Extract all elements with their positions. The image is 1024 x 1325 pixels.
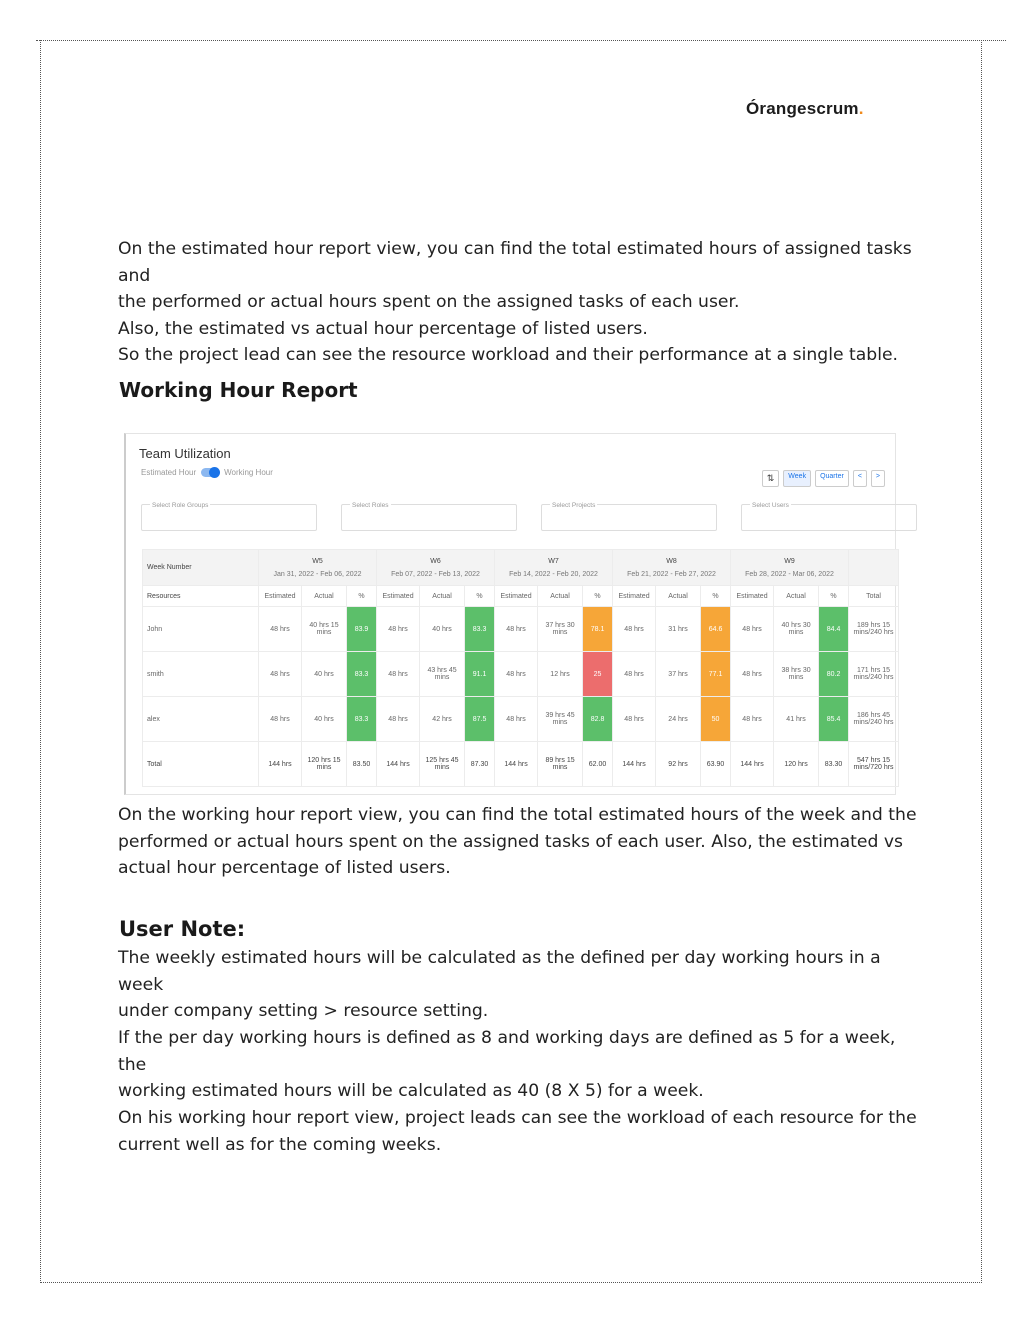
filter-label: Select Projects [552,502,596,509]
actual-cell: 120 hrs [774,742,819,787]
actual-cell: 120 hrs 15 mins [302,742,347,787]
week-range: Feb 21, 2022 - Feb 27, 2022 [627,570,716,578]
percent-header: % [583,586,613,607]
body-line: On the working hour report view, you can find the total estimated hours of the week and the [118,805,917,825]
resource-name: alex [143,697,259,742]
roles-select[interactable] [341,504,517,531]
actual-cell: 24 hrs [656,697,701,742]
estimated-cell: 48 hrs [259,697,302,742]
period-controls [762,470,885,487]
orangescrum-logo [746,99,864,119]
week-range: Jan 31, 2022 - Feb 06, 2022 [273,570,362,578]
week-header-w7 [495,550,613,586]
percent-cell: 91.1 [465,652,495,697]
user-note-heading: User Note: [119,917,246,941]
toggle-right-label: Working Hour [224,468,273,477]
estimated-cell: 144 hrs [377,742,420,787]
percent-header: % [701,586,731,607]
body-line: performed or actual hours spent on the assigned tasks of each user. Also, the estimated vs [118,831,903,852]
week-header-row [143,550,899,586]
percent-cell: 83.3 [347,697,377,742]
percent-cell: 63.90 [701,742,731,787]
week-number-header: Week Number [143,550,259,586]
estimated-cell: 48 hrs [731,607,774,652]
estimated-header: Estimated [377,586,420,607]
estimated-header: Estimated [259,586,302,607]
percent-header: % [465,586,495,607]
estimated-cell: 144 hrs [731,742,774,787]
percent-header: % [819,586,849,607]
body-line: The weekly estimated hours will be calculated as the defined per day working hours in a week [118,948,881,995]
resources-header: Resources [143,586,259,607]
estimated-header: Estimated [613,586,656,607]
table-row [143,697,899,742]
week-name: W8 [666,557,677,565]
estimated-cell: 48 hrs [613,697,656,742]
resource-name: John [143,607,259,652]
estimated-header: Estimated [731,586,774,607]
actual-cell: 31 hrs [656,607,701,652]
total-cell: 186 hrs 45 mins/240 hrs [849,697,899,742]
body-line: actual hour percentage of listed users. [118,858,451,878]
filter-label: Select Role Groups [152,502,209,509]
total-cell: 189 hrs 15 mins/240 hrs [849,607,899,652]
body-line: working estimated hours will be calculated as 40 (8 X 5) for a week. [118,1081,704,1101]
percent-cell: 84.4 [819,607,849,652]
users-select[interactable] [741,504,917,531]
quarter-button[interactable]: Quarter [815,470,849,487]
actual-cell: 125 hrs 45 mins [420,742,465,787]
table-row [143,607,899,652]
percent-cell: 87.5 [465,697,495,742]
actual-header: Actual [774,586,819,607]
estimated-cell: 48 hrs [613,607,656,652]
week-header-w9 [731,550,849,586]
estimated-cell: 144 hrs [613,742,656,787]
intro-line: Also, the estimated vs actual hour percentage of listed users. [118,318,648,339]
estimated-cell: 48 hrs [259,652,302,697]
filter-row [141,504,917,531]
percent-cell: 62.00 [583,742,613,787]
percent-cell: 83.3 [347,652,377,697]
estimated-cell: 48 hrs [731,652,774,697]
percent-cell: 83.50 [347,742,377,787]
body-line: On his working hour report view, project leads can see the workload of each resource for the [118,1108,917,1128]
resource-name: Total [143,742,259,787]
body-line: If the per day working hours is defined as 8 and working days are defined as 5 for a week, the [118,1028,896,1075]
estimated-cell: 48 hrs [259,607,302,652]
actual-header: Actual [302,586,347,607]
actual-cell: 38 hrs 30 mins [774,652,819,697]
intro-paragraph [118,236,918,369]
actual-cell: 40 hrs [302,697,347,742]
percent-cell: 64.6 [701,607,731,652]
actual-cell: 40 hrs 15 mins [302,607,347,652]
percent-cell: 83.9 [347,607,377,652]
intro-line: On the estimated hour report view, you can find the total estimated hours of assigned tasks and [118,239,912,286]
week-name: W7 [548,557,559,565]
actual-cell: 40 hrs 30 mins [774,607,819,652]
actual-header: Actual [538,586,583,607]
percent-cell: 83.30 [819,742,849,787]
actual-cell: 41 hrs [774,697,819,742]
table-row [143,652,899,697]
intro-line: the performed or actual hours spent on the assigned tasks of each user. [118,292,740,312]
percent-cell: 25 [583,652,613,697]
percent-cell: 77.1 [701,652,731,697]
estimated-cell: 144 hrs [495,742,538,787]
week-range: Feb 07, 2022 - Feb 13, 2022 [391,570,480,578]
section-heading: Working Hour Report [119,378,358,402]
actual-cell: 37 hrs 30 mins [538,607,583,652]
estimated-header: Estimated [495,586,538,607]
team-utilization-screenshot [124,433,896,795]
week-name: W5 [312,557,323,565]
intro-line: So the project lead can see the resource workload and their performance at a single table. [118,345,899,365]
column-header-row [143,586,899,607]
role-groups-select[interactable] [141,504,317,531]
percent-cell: 82.8 [583,697,613,742]
week-header-w5 [259,550,377,586]
estimated-cell: 48 hrs [731,697,774,742]
filter-label: Select Users [752,502,789,509]
actual-cell: 42 hrs [420,697,465,742]
estimated-cell: 48 hrs [495,652,538,697]
toggle-left-label: Estimated Hour [141,468,197,477]
sort-icon[interactable]: ⇅ [762,470,780,487]
prev-button[interactable]: < [853,470,867,487]
actual-cell: 92 hrs [656,742,701,787]
hour-toggle-row [141,468,273,477]
percent-cell: 80.2 [819,652,849,697]
percent-header: % [347,586,377,607]
actual-cell: 43 hrs 45 mins [420,652,465,697]
body-line: under company setting > resource setting. [118,1001,489,1021]
actual-cell: 12 hrs [538,652,583,697]
week-button[interactable]: Week [783,470,811,487]
note-paragraph-2 [118,1025,918,1105]
note-paragraph-1 [118,945,918,1025]
logo-text: Órangescrum [746,99,859,118]
filter-label: Select Roles [352,502,389,509]
week-header-w6 [377,550,495,586]
estimated-cell: 48 hrs [377,697,420,742]
week-name: W6 [430,557,441,565]
estimated-cell: 48 hrs [613,652,656,697]
actual-header: Actual [656,586,701,607]
estimated-cell: 144 hrs [259,742,302,787]
week-name: W9 [784,557,795,565]
table-body [143,607,899,787]
note-paragraph-3 [118,1105,918,1158]
percent-cell: 85.4 [819,697,849,742]
actual-cell: 37 hrs [656,652,701,697]
percent-cell: 87.30 [465,742,495,787]
projects-select[interactable] [541,504,717,531]
week-header-w8 [613,550,731,586]
total-cell: 171 hrs 15 mins/240 hrs [849,652,899,697]
total-header-blank [849,550,899,586]
estimated-cell: 48 hrs [495,697,538,742]
percent-cell: 83.3 [465,607,495,652]
week-range: Feb 14, 2022 - Feb 20, 2022 [509,570,598,578]
hour-toggle-switch[interactable] [201,468,219,477]
actual-header: Actual [420,586,465,607]
actual-cell: 39 hrs 45 mins [538,697,583,742]
total-header: Total [849,586,899,607]
screenshot-title: Team Utilization [139,446,231,461]
next-button[interactable]: > [871,470,885,487]
logo-dot: . [858,99,864,118]
estimated-cell: 48 hrs [377,652,420,697]
resource-name: smith [143,652,259,697]
estimated-cell: 48 hrs [377,607,420,652]
percent-cell: 50 [701,697,731,742]
actual-cell: 89 hrs 15 mins [538,742,583,787]
actual-cell: 40 hrs [420,607,465,652]
after-screenshot-paragraph [118,802,918,882]
total-row [143,742,899,787]
estimated-cell: 48 hrs [495,607,538,652]
actual-cell: 40 hrs [302,652,347,697]
week-range: Feb 28, 2022 - Mar 06, 2022 [745,570,834,578]
utilization-table [142,549,899,787]
percent-cell: 78.1 [583,607,613,652]
body-line: current well as for the coming weeks. [118,1134,442,1155]
total-cell: 547 hrs 15 mins/720 hrs [849,742,899,787]
